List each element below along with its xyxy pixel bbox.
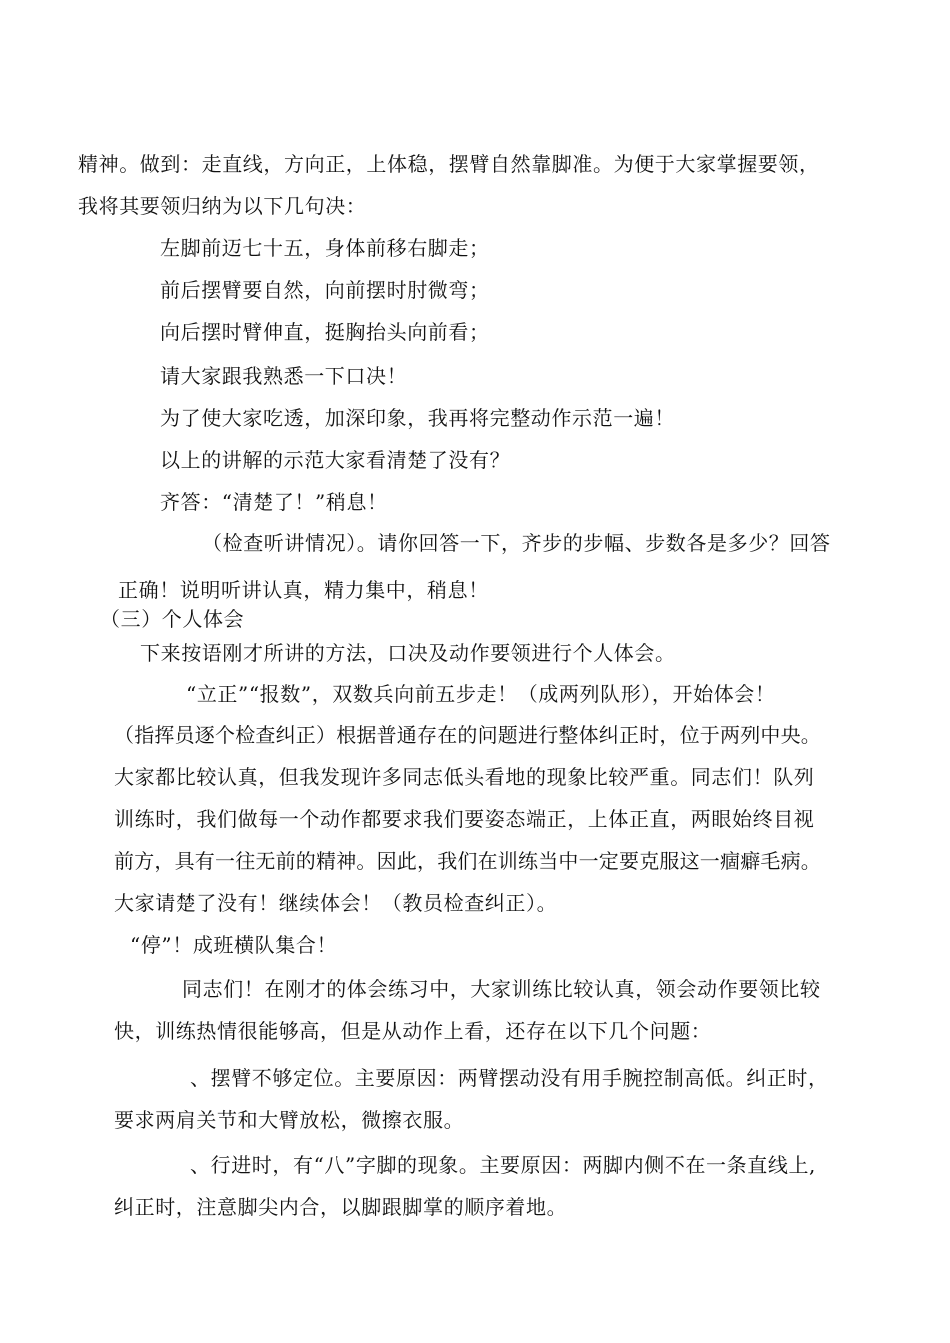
familiarize-line: 请大家跟我熟悉一下口决！ xyxy=(160,364,408,388)
question-line: 以上的讲解的示范大家看清楚了没有？ xyxy=(160,448,511,472)
practice-line-4: 训练时，我们做每一个动作都要求我们要姿态端正，上体正直，两眼始终目视 xyxy=(114,807,815,831)
practice-line-1: “立正”“报数”，双数兵向前五步走！（成两列队形），开始体会！ xyxy=(186,682,776,706)
demonstrate-line: 为了使大家吃透，加深印象，我再将完整动作示范一遍！ xyxy=(160,406,675,430)
practice-line-3: 大家都比较认真，但我发现许多同志低头看地的现象比较严重。同志们！队列 xyxy=(114,765,815,789)
intro-line: 下来按语刚才所讲的方法，口决及动作要领进行个人体会。 xyxy=(140,641,676,665)
verse-line-3: 向后摆时臂伸直，挺胸抬头向前看； xyxy=(160,320,490,344)
problem-1-line-2: 要求两肩关节和大臂放松，微擦衣服。 xyxy=(114,1108,465,1132)
section-heading: （三）个人体会 xyxy=(100,607,245,631)
summary-line-1: 同志们！在刚才的体会练习中，大家训练比较认真，领会动作要领比较 xyxy=(182,977,821,1001)
summary-line-2: 快，训练热情很能够高，但是从动作上看，还存在以下几个问题： xyxy=(114,1019,712,1043)
problem-2-line-1: 、行进时，有“八”字脚的现象。主要原因：两脚内侧不在一条直线上, xyxy=(190,1153,817,1177)
check-line-1: （检查听讲情况）。请你回答一下，齐步的步幅、步数各是多少？回答 xyxy=(202,531,831,555)
check-line-2: 正确！说明听讲认真，精力集中，稍息！ xyxy=(118,578,489,602)
verse-line-1: 左脚前迈七十五，身体前移右脚走； xyxy=(160,236,490,260)
verse-line-2: 前后摆臂要自然，向前摆时肘微弯； xyxy=(160,278,490,302)
practice-line-6: 大家请楚了没有！继续体会！（教员检查纠正）。 xyxy=(114,891,558,915)
paragraph-1-line-1: 精神。做到：走直线，方向正，上体稳，摆臂自然靠脚准。为便于大家掌握要领， xyxy=(78,152,820,176)
problem-1-line-1: 、摆臂不够定位。主要原因：两臂摆动没有用手腕控制高低。纠正时， xyxy=(190,1066,829,1090)
practice-line-5: 前方，具有一往无前的精神。因此，我们在训练当中一定要克服这一痼癖毛病。 xyxy=(114,849,821,873)
paragraph-1-line-2: 我将其要领归纳为以下几句决： xyxy=(78,194,367,218)
answer-line: 齐答：“清楚了！”稍息！ xyxy=(160,490,388,514)
practice-line-2: （指挥员逐个检查纠正）根据普通存在的问题进行整体纠正时，位于两列中央。 xyxy=(114,723,821,747)
stop-line: “停”！成班横队集合！ xyxy=(130,933,338,957)
problem-2-line-2: 纠正时，注意脚尖内合，以脚跟脚掌的顺序着地。 xyxy=(114,1195,568,1219)
